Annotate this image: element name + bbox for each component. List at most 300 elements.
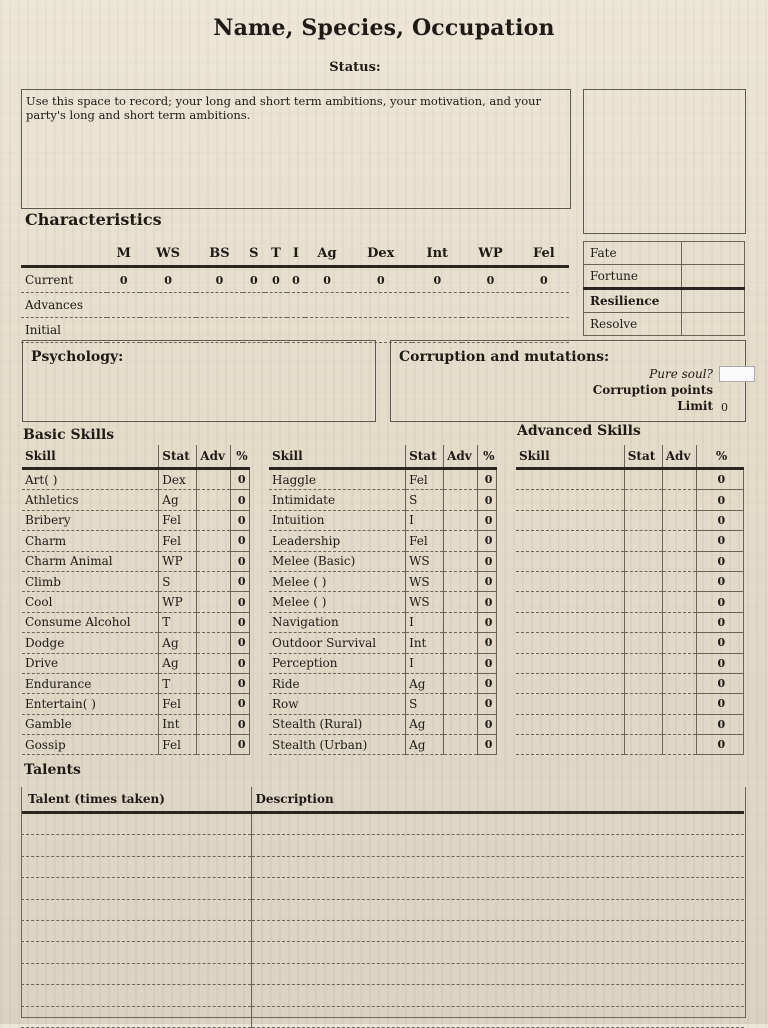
skill-adv[interactable] <box>662 714 696 734</box>
skill-row <box>22 694 250 714</box>
skill-stat: Dex <box>159 469 197 490</box>
fate-value[interactable] <box>682 265 745 289</box>
col-pct: % <box>478 445 497 469</box>
skill-adv[interactable] <box>662 633 696 653</box>
basic-skills-table-1 <box>22 445 250 755</box>
talent-row <box>21 985 744 1006</box>
char-value[interactable] <box>305 318 349 343</box>
skill-adv[interactable] <box>197 673 231 693</box>
skill-stat: Fel <box>159 694 197 714</box>
skill-pct: 0 <box>696 714 743 734</box>
talent-name[interactable] <box>21 813 251 835</box>
limit-label: Limit <box>677 399 713 413</box>
skill-name[interactable]: Intuition <box>269 510 406 530</box>
fate-label: Fortune <box>584 265 682 289</box>
talent-row <box>21 920 744 941</box>
skill-stat <box>624 551 662 571</box>
skill-adv[interactable] <box>197 694 231 714</box>
skill-row <box>269 469 497 490</box>
skill-stat: Ag <box>159 490 197 510</box>
char-value[interactable] <box>196 293 243 318</box>
char-header-s: S <box>243 241 265 267</box>
status-label: Status: <box>329 60 381 75</box>
skill-adv[interactable] <box>444 673 478 693</box>
basic-skills-table-2 <box>269 445 497 755</box>
ambitions-text: Use this space to record; your long and short term ambitions, your motivation, and your party's long and short term ambitions. <box>26 94 542 122</box>
fate-value[interactable] <box>682 242 745 265</box>
corruption-title: Corruption and mutations: <box>399 349 610 365</box>
skill-pct: 0 <box>478 592 497 612</box>
skill-stat: Fel <box>406 531 444 551</box>
skill-stat: Ag <box>406 735 444 755</box>
skill-adv[interactable] <box>662 694 696 714</box>
skill-name[interactable]: Drive <box>22 653 159 673</box>
skill-name[interactable]: Gossip <box>22 735 159 755</box>
talent-row <box>21 963 744 984</box>
char-header-i: I <box>287 241 305 267</box>
skill-adv[interactable] <box>662 551 696 571</box>
skill-name[interactable]: Ride <box>269 673 406 693</box>
skill-stat: Ag <box>406 714 444 734</box>
char-row-label: Advances <box>21 293 107 318</box>
skill-adv[interactable] <box>662 592 696 612</box>
skill-name[interactable] <box>516 490 624 510</box>
skill-row <box>269 571 497 591</box>
talent-description[interactable] <box>251 813 744 835</box>
skill-stat <box>624 633 662 653</box>
char-value[interactable] <box>287 293 305 318</box>
char-header-wp: WP <box>462 241 518 267</box>
skill-stat <box>624 571 662 591</box>
skill-adv[interactable] <box>444 735 478 755</box>
skill-stat: WS <box>406 551 444 571</box>
skill-pct: 0 <box>696 510 743 530</box>
skill-adv[interactable] <box>197 510 231 530</box>
portrait-box[interactable] <box>583 89 746 234</box>
char-value[interactable]: 0 <box>107 267 140 293</box>
talents-table <box>21 787 744 1028</box>
skill-adv[interactable] <box>197 612 231 632</box>
skill-row <box>22 633 250 653</box>
skill-adv[interactable] <box>662 510 696 530</box>
skill-stat: WS <box>406 571 444 591</box>
fate-value[interactable] <box>682 313 745 336</box>
char-value[interactable]: 0 <box>462 267 518 293</box>
char-value[interactable] <box>349 318 412 343</box>
skill-adv[interactable] <box>444 694 478 714</box>
skill-name[interactable]: Navigation <box>269 612 406 632</box>
col-adv: Adv <box>197 445 231 469</box>
skill-pct: 0 <box>696 633 743 653</box>
skill-row <box>22 714 250 734</box>
psychology-title: Psychology: <box>31 349 124 365</box>
skill-adv[interactable] <box>444 633 478 653</box>
col-skill: Skill <box>22 445 159 469</box>
skill-pct: 0 <box>696 673 743 693</box>
skill-name[interactable] <box>516 694 624 714</box>
skill-adv[interactable] <box>662 653 696 673</box>
char-value[interactable] <box>243 318 265 343</box>
skill-row <box>516 735 744 755</box>
skill-pct: 0 <box>696 612 743 632</box>
skill-pct: 0 <box>231 531 250 551</box>
talent-description[interactable] <box>251 1006 744 1027</box>
skill-row <box>516 551 744 571</box>
char-value[interactable] <box>140 293 196 318</box>
char-value[interactable]: 0 <box>349 267 412 293</box>
skill-pct: 0 <box>696 571 743 591</box>
skill-adv[interactable] <box>444 714 478 734</box>
char-value[interactable] <box>462 293 518 318</box>
skill-adv[interactable] <box>444 510 478 530</box>
skill-name[interactable]: Athletics <box>22 490 159 510</box>
skill-stat: Ag <box>159 633 197 653</box>
skill-pct: 0 <box>231 469 250 490</box>
talent-description[interactable] <box>251 856 744 877</box>
skill-stat <box>624 592 662 612</box>
skill-adv[interactable] <box>197 633 231 653</box>
skill-row <box>269 633 497 653</box>
skill-stat: S <box>406 694 444 714</box>
skill-row <box>22 653 250 673</box>
skill-adv[interactable] <box>197 735 231 755</box>
skill-row <box>516 592 744 612</box>
skill-name[interactable]: Gamble <box>22 714 159 734</box>
skill-pct: 0 <box>231 510 250 530</box>
skill-pct: 0 <box>478 469 497 490</box>
skill-adv[interactable] <box>197 714 231 734</box>
skill-row <box>22 673 250 693</box>
skill-row <box>269 531 497 551</box>
skill-row <box>269 510 497 530</box>
skill-row <box>516 469 744 490</box>
skill-pct: 0 <box>231 571 250 591</box>
skill-name[interactable]: Climb <box>22 571 159 591</box>
skill-pct: 0 <box>696 653 743 673</box>
skill-row <box>22 571 250 591</box>
skill-stat: I <box>406 653 444 673</box>
skill-name[interactable]: Melee ( ) <box>269 571 406 591</box>
page-title: Name, Species, Occupation <box>213 15 555 41</box>
talent-name[interactable] <box>21 1006 251 1027</box>
col-adv: Adv <box>662 445 696 469</box>
fate-row <box>584 289 745 313</box>
skill-stat <box>624 673 662 693</box>
skill-stat: S <box>159 571 197 591</box>
char-value[interactable] <box>462 318 518 343</box>
fate-label: Resilience <box>584 289 682 313</box>
pure-soul-label: Pure soul? <box>649 367 713 381</box>
col-stat: Stat <box>159 445 197 469</box>
skill-name[interactable] <box>516 510 624 530</box>
skill-name[interactable]: Charm Animal <box>22 551 159 571</box>
char-row <box>21 318 569 343</box>
skill-name[interactable] <box>516 592 624 612</box>
skill-name[interactable] <box>516 531 624 551</box>
skill-stat: Fel <box>159 735 197 755</box>
char-value[interactable] <box>140 318 196 343</box>
talent-description[interactable] <box>251 963 744 984</box>
col-skill: Skill <box>516 445 624 469</box>
col-description: Description <box>251 787 744 813</box>
skill-name[interactable]: Stealth (Urban) <box>269 735 406 755</box>
skill-name[interactable] <box>516 612 624 632</box>
skill-pct: 0 <box>478 673 497 693</box>
skill-name[interactable]: Charm <box>22 531 159 551</box>
skill-stat: Ag <box>159 653 197 673</box>
skill-pct: 0 <box>696 490 743 510</box>
skill-name[interactable]: Dodge <box>22 633 159 653</box>
skill-adv[interactable] <box>197 571 231 591</box>
char-value[interactable]: 0 <box>243 267 265 293</box>
skill-name[interactable] <box>516 653 624 673</box>
skill-row <box>516 714 744 734</box>
talent-description[interactable] <box>251 942 744 963</box>
skill-adv[interactable] <box>197 490 231 510</box>
talent-description[interactable] <box>251 899 744 920</box>
fate-label: Resolve <box>584 313 682 336</box>
skill-row <box>269 735 497 755</box>
char-value[interactable] <box>349 293 412 318</box>
skill-row <box>22 592 250 612</box>
skill-row <box>22 490 250 510</box>
talent-name[interactable] <box>21 920 251 941</box>
skill-stat: Fel <box>406 469 444 490</box>
talent-name[interactable] <box>21 835 251 856</box>
skill-adv[interactable] <box>197 551 231 571</box>
skill-adv[interactable] <box>197 469 231 490</box>
talent-row <box>21 835 744 856</box>
skill-pct: 0 <box>696 551 743 571</box>
char-row <box>21 267 569 293</box>
char-value[interactable] <box>412 293 462 318</box>
skill-adv[interactable] <box>444 490 478 510</box>
skill-row <box>516 490 744 510</box>
skill-adv[interactable] <box>662 735 696 755</box>
skill-stat <box>624 490 662 510</box>
skill-stat: S <box>406 490 444 510</box>
talent-description[interactable] <box>251 835 744 856</box>
skill-row <box>269 673 497 693</box>
skill-stat: Int <box>406 633 444 653</box>
char-header-int: Int <box>412 241 462 267</box>
skill-name[interactable] <box>516 571 624 591</box>
talent-description[interactable] <box>251 985 744 1006</box>
talent-name[interactable] <box>21 899 251 920</box>
skill-pct: 0 <box>696 469 743 490</box>
ambitions-box[interactable] <box>21 89 571 209</box>
char-value[interactable] <box>412 318 462 343</box>
skill-adv[interactable] <box>197 531 231 551</box>
skill-name[interactable]: Melee (Basic) <box>269 551 406 571</box>
skill-row <box>22 469 250 490</box>
skill-row <box>269 694 497 714</box>
skill-stat: Int <box>159 714 197 734</box>
skill-name[interactable]: Outdoor Survival <box>269 633 406 653</box>
skill-name[interactable]: Bribery <box>22 510 159 530</box>
char-header-dex: Dex <box>349 241 412 267</box>
skill-adv[interactable] <box>662 571 696 591</box>
skill-adv[interactable] <box>444 551 478 571</box>
skill-row <box>516 633 744 653</box>
char-value[interactable]: 0 <box>287 267 305 293</box>
skill-row <box>22 551 250 571</box>
skill-name[interactable] <box>516 551 624 571</box>
col-pct: % <box>696 445 743 469</box>
skill-adv[interactable] <box>444 469 478 490</box>
skill-name[interactable] <box>516 735 624 755</box>
talent-description[interactable] <box>251 878 744 899</box>
skill-pct: 0 <box>231 735 250 755</box>
fate-row <box>584 242 745 265</box>
char-value[interactable]: 0 <box>196 267 243 293</box>
char-value[interactable] <box>519 293 569 318</box>
col-stat: Stat <box>406 445 444 469</box>
char-row-label: Initial <box>21 318 107 343</box>
skill-pct: 0 <box>478 612 497 632</box>
psychology-box[interactable] <box>22 340 376 422</box>
skill-row <box>22 735 250 755</box>
skill-adv[interactable] <box>662 531 696 551</box>
skill-stat <box>624 735 662 755</box>
skill-row <box>269 490 497 510</box>
skill-name[interactable] <box>516 469 624 490</box>
skill-name[interactable]: Stealth (Rural) <box>269 714 406 734</box>
skill-row <box>516 510 744 530</box>
col-adv: Adv <box>444 445 478 469</box>
skill-stat: I <box>406 612 444 632</box>
skill-name[interactable]: Intimidate <box>269 490 406 510</box>
fate-row <box>584 265 745 289</box>
char-header-fel: Fel <box>519 241 569 267</box>
char-value[interactable] <box>107 293 140 318</box>
corruption-box[interactable] <box>390 340 746 422</box>
skill-adv[interactable] <box>444 571 478 591</box>
char-value[interactable] <box>107 318 140 343</box>
skill-name[interactable]: Cool <box>22 592 159 612</box>
char-value[interactable]: 0 <box>519 267 569 293</box>
talent-name[interactable] <box>21 856 251 877</box>
skill-pct: 0 <box>696 592 743 612</box>
skill-pct: 0 <box>231 633 250 653</box>
char-value[interactable] <box>305 293 349 318</box>
basic-skills-title: Basic Skills <box>23 427 115 443</box>
skill-adv[interactable] <box>444 612 478 632</box>
skill-stat: Fel <box>159 510 197 530</box>
skill-stat <box>624 531 662 551</box>
skill-adv[interactable] <box>662 612 696 632</box>
skill-pct: 0 <box>231 490 250 510</box>
pure-soul-checkbox[interactable] <box>719 366 755 382</box>
skill-stat <box>624 714 662 734</box>
fate-row <box>584 313 745 336</box>
characteristics-table <box>21 241 569 343</box>
talent-row <box>21 942 744 963</box>
skill-pct: 0 <box>478 490 497 510</box>
talent-row <box>21 1006 744 1027</box>
col-stat: Stat <box>624 445 662 469</box>
char-value[interactable] <box>265 293 287 318</box>
char-value[interactable] <box>243 293 265 318</box>
skill-stat: Fel <box>159 531 197 551</box>
skill-adv[interactable] <box>444 653 478 673</box>
skill-name[interactable] <box>516 673 624 693</box>
char-header-m: M <box>107 241 140 267</box>
talent-description[interactable] <box>251 920 744 941</box>
skill-pct: 0 <box>478 551 497 571</box>
talent-name[interactable] <box>21 878 251 899</box>
skill-row <box>516 571 744 591</box>
limit-value: 0 <box>721 401 728 414</box>
skill-name[interactable] <box>516 714 624 734</box>
char-header-ws: WS <box>140 241 196 267</box>
characteristics-title: Characteristics <box>25 210 162 229</box>
skill-name[interactable]: Endurance <box>22 673 159 693</box>
skill-name[interactable] <box>516 633 624 653</box>
skill-adv[interactable] <box>444 592 478 612</box>
talent-row <box>21 813 744 835</box>
skill-pct: 0 <box>696 531 743 551</box>
char-value[interactable] <box>196 318 243 343</box>
fate-table <box>583 241 745 336</box>
skill-pct: 0 <box>231 592 250 612</box>
char-value[interactable]: 0 <box>265 267 287 293</box>
skill-stat <box>624 694 662 714</box>
char-value[interactable] <box>287 318 305 343</box>
advanced-skills-title: Advanced Skills <box>517 423 641 439</box>
skill-pct: 0 <box>478 633 497 653</box>
talent-name[interactable] <box>21 942 251 963</box>
skill-adv[interactable] <box>662 490 696 510</box>
skill-name[interactable]: Melee ( ) <box>269 592 406 612</box>
skill-row <box>516 673 744 693</box>
skill-row <box>269 714 497 734</box>
skill-pct: 0 <box>478 694 497 714</box>
skill-name[interactable]: Art( ) <box>22 469 159 490</box>
skill-stat <box>624 653 662 673</box>
skill-name[interactable]: Consume Alcohol <box>22 612 159 632</box>
char-value[interactable] <box>519 318 569 343</box>
skill-name[interactable]: Leadership <box>269 531 406 551</box>
talent-name[interactable] <box>21 985 251 1006</box>
skill-adv[interactable] <box>197 592 231 612</box>
skill-stat: T <box>159 612 197 632</box>
skill-pct: 0 <box>231 673 250 693</box>
talent-row <box>21 856 744 877</box>
char-value[interactable]: 0 <box>412 267 462 293</box>
skill-adv[interactable] <box>662 673 696 693</box>
skill-stat: T <box>159 673 197 693</box>
skill-row <box>516 694 744 714</box>
skill-adv[interactable] <box>444 531 478 551</box>
skill-pct: 0 <box>478 714 497 734</box>
fate-value[interactable] <box>682 289 745 313</box>
skill-adv[interactable] <box>662 469 696 490</box>
skill-name[interactable]: Row <box>269 694 406 714</box>
char-value[interactable]: 0 <box>305 267 349 293</box>
skill-row <box>269 612 497 632</box>
skill-adv[interactable] <box>197 653 231 673</box>
skill-name[interactable]: Entertain( ) <box>22 694 159 714</box>
skill-name[interactable]: Haggle <box>269 469 406 490</box>
talent-name[interactable] <box>21 963 251 984</box>
char-value[interactable] <box>265 318 287 343</box>
char-value[interactable]: 0 <box>140 267 196 293</box>
skill-name[interactable]: Perception <box>269 653 406 673</box>
skill-row <box>22 531 250 551</box>
skill-pct: 0 <box>478 531 497 551</box>
talents-title: Talents <box>24 762 81 778</box>
